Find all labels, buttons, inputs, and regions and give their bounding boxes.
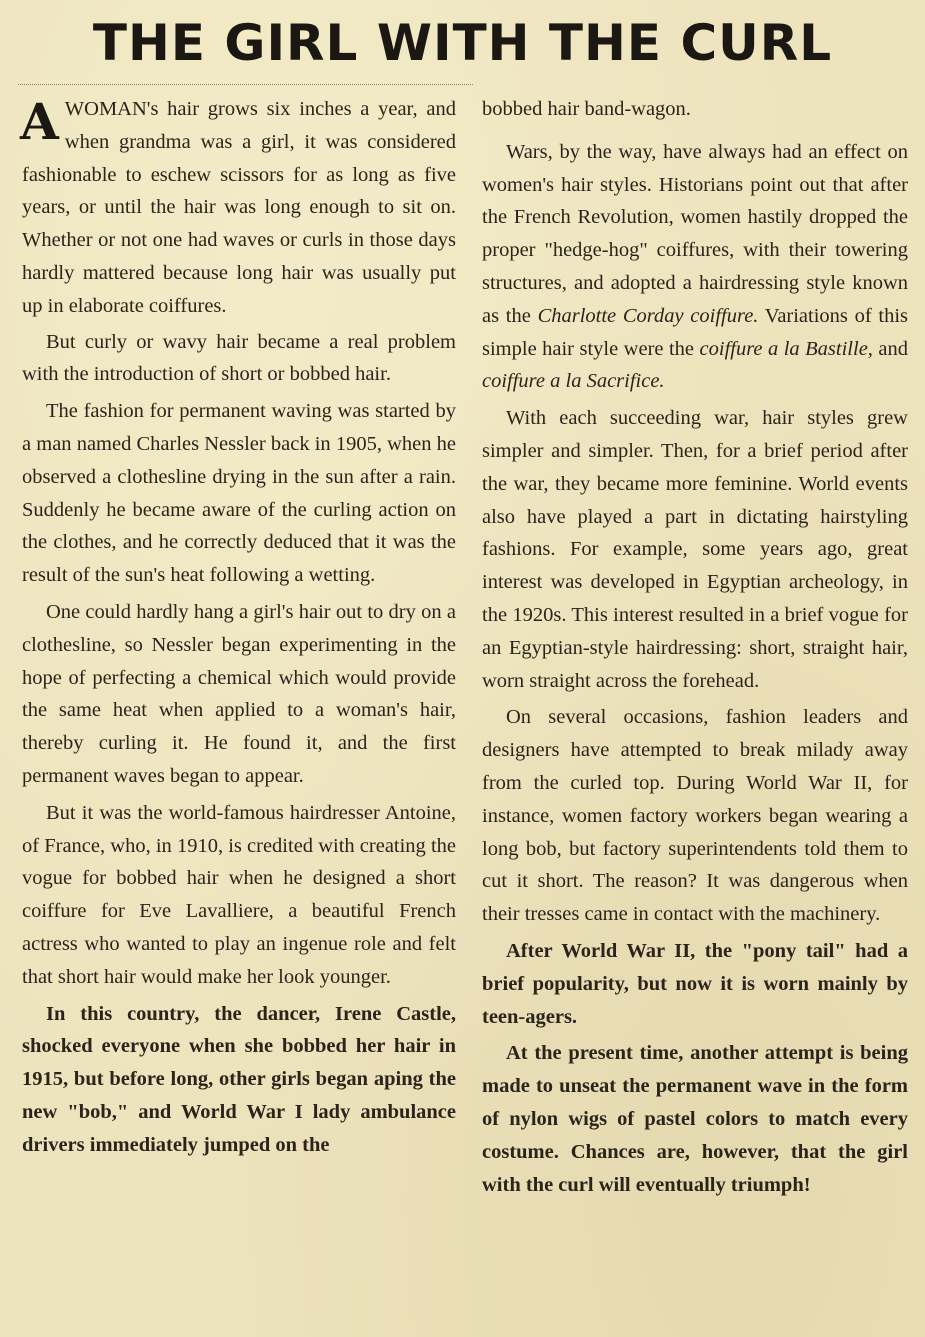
right-column bbox=[482, 93, 908, 1205]
italic-term: coiffure a la Sacrifice. bbox=[482, 370, 665, 393]
paragraph: At the present time, another attempt is being made to unseat the permanent wave in the form of nylon wigs of pastel colors to match every costume. Chances are, however, that the girl with the curl will eventually triumph! bbox=[482, 1042, 908, 1196]
paragraph bbox=[482, 136, 908, 398]
paragraph: bobbed hair band-wagon. bbox=[482, 98, 691, 120]
paragraph: In this country, the dancer, Irene Castle, shocked everyone when she bobbed her hair in 1915, but before long, other girls began aping the new "bob," and World War I lady ambulance drivers immediately jumped on the bbox=[22, 1002, 456, 1156]
drop-cap: A bbox=[20, 92, 59, 151]
paragraph-text: and bbox=[878, 337, 909, 360]
paragraph: One could hardly hang a girl's hair out to dry on a clothesline, so Nessler began experimenting in the hope of perfecting a chemical which would provide the same heat when applied to a woman's hair, thereby curling it. He found it, and the first permanent waves began to appear. bbox=[22, 600, 456, 787]
title-divider bbox=[18, 84, 473, 85]
paragraph: But curly or wavy hair became a real problem with the introduction of short or bobbed hair. bbox=[22, 330, 456, 386]
article-title: THE GIRL WITH THE CURL bbox=[92, 14, 833, 72]
paragraph: After World War II, the "pony tail" had a brief popularity, but now it is worn mainly by teen-agers. bbox=[482, 939, 908, 1028]
left-column bbox=[22, 93, 456, 1166]
paragraph: With each succeeding war, hair styles grew simpler and simpler. Then, for a brief period after the war, they became more feminine. World events also have played a part in dictating hairstyling fashions. For example, some years ago, great interest was developed in Egyptian archeology, in the 1920s. This interest resulted in a brief vogue for an Egyptian-style hairdressing: short, straight hair, worn straight across the forehead. bbox=[482, 407, 908, 692]
italic-term: Charlotte Corday coiffure. bbox=[537, 304, 759, 327]
paragraph: The fashion for permanent waving was started by a man named Charles Nessler back in 1905, when he observed a clothesline drying in the sun after a rain. Suddenly he became aware of the curling action on the clothes, and he correctly deduced that it was the result of the sun's heat following a wetting. bbox=[22, 400, 456, 587]
paragraph: On several occasions, fashion leaders and designers have attempted to break milady away from the curled top. During World War II, for instance, women factory workers began wearing a long bob, but factory superintendents told them to cut it short. The reason? It was dangerous when their tresses came in contact with the machinery. bbox=[482, 706, 908, 926]
paragraph bbox=[22, 93, 456, 323]
paragraph-text: WOMAN's hair grows six inches a year, and when grandma was a girl, it was considered fashionable to eschew scissors for as long as five years, or until the hair was long enough to sit on. Whether or not one had waves or curls in those days hardly mattered because long hair was usually put up in elaborate coiffures. bbox=[22, 98, 456, 317]
paragraph-text: Wars, by the way, have always had an effect on women's hair styles. Historians point out that after the French Revolution, women hastily dropped the proper "hedge-hog" coiffures, with their towering structures, and adopted a hairdressing style known as the bbox=[482, 140, 908, 327]
italic-term: coiffure a la Bastille, bbox=[699, 337, 873, 360]
paragraph: But it was the world-famous hairdresser Antoine, of France, who, in 1910, is credited with creating the vogue for bobbed hair when he designed a short coiffure for Eve Lavalliere, a beautiful French actress who wanted to play an ingenue role and felt that short hair would make her look younger. bbox=[22, 801, 456, 988]
paragraph-text: Variations of this simple hair style were the bbox=[482, 304, 909, 360]
